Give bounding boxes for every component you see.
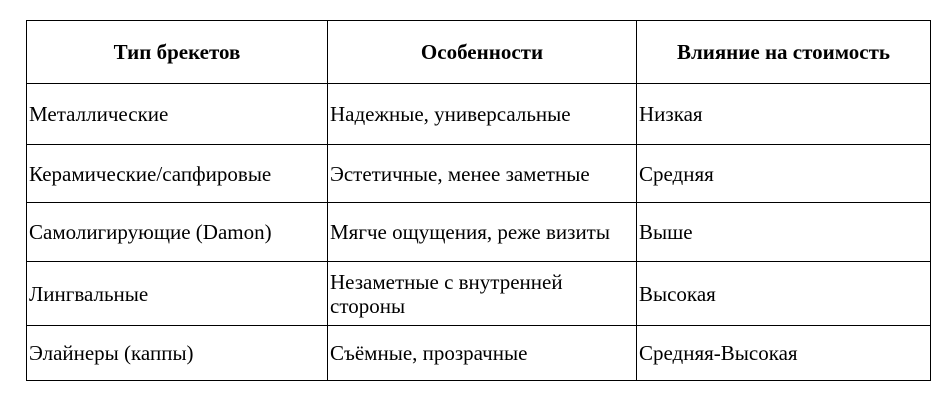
table-row	[27, 84, 931, 145]
braces-comparison-table	[26, 20, 931, 381]
cell-brace-type: Самолигирующие (Damon)	[27, 203, 328, 262]
cell-cost-impact: Средняя	[637, 145, 931, 203]
cell-features: Незаметные с внутренней стороны	[328, 262, 637, 326]
table-row	[27, 326, 931, 381]
cell-features: Надежные, универсальные	[328, 84, 637, 145]
header-brace-type: Тип брекетов	[27, 21, 328, 84]
cell-cost-impact: Низкая	[637, 84, 931, 145]
cell-cost-impact: Средняя-Высокая	[637, 326, 931, 381]
cell-cost-impact: Выше	[637, 203, 931, 262]
table-row	[27, 145, 931, 203]
cell-brace-type: Лингвальные	[27, 262, 328, 326]
table-header	[27, 21, 931, 84]
cell-brace-type: Элайнеры (каппы)	[27, 326, 328, 381]
cell-features: Съёмные, прозрачные	[328, 326, 637, 381]
table-body	[27, 84, 931, 381]
header-row	[27, 21, 931, 84]
cell-brace-type: Керамические/сапфировые	[27, 145, 328, 203]
table-row	[27, 262, 931, 326]
cell-features: Эстетичные, менее заметные	[328, 145, 637, 203]
header-features: Особенности	[328, 21, 637, 84]
cell-features: Мягче ощущения, реже визиты	[328, 203, 637, 262]
table-row	[27, 203, 931, 262]
cell-cost-impact: Высокая	[637, 262, 931, 326]
header-cost-impact: Влияние на стоимость	[637, 21, 931, 84]
cell-brace-type: Металлические	[27, 84, 328, 145]
